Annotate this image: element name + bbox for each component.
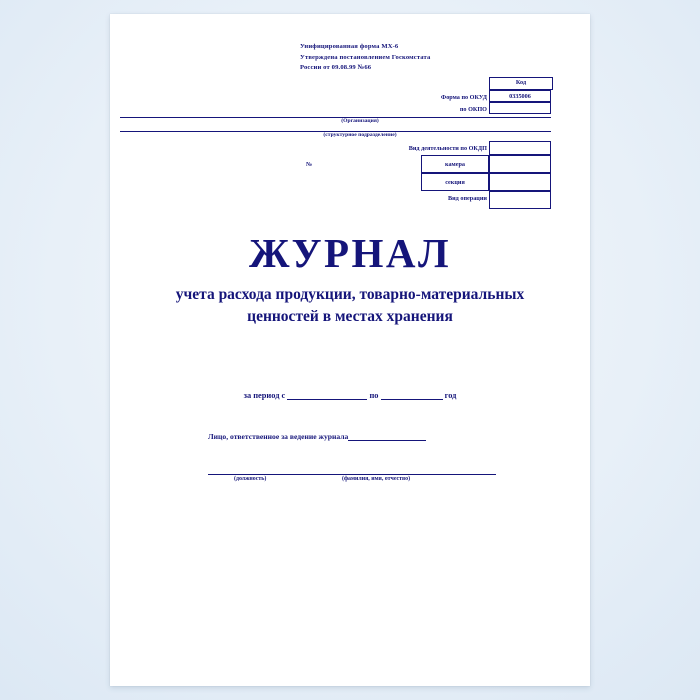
field-camera-value[interactable] — [489, 155, 551, 173]
field-activity-okdp-value[interactable] — [489, 141, 551, 155]
period-prefix-label: за период с — [243, 391, 286, 400]
header-line-1: Унифицированная форма МХ-6 — [300, 43, 399, 50]
responsible-label: Лицо, ответственное за ведение журнала — [208, 432, 349, 441]
period-end-input[interactable] — [381, 391, 443, 400]
organization-caption: (Организация) — [341, 118, 379, 124]
signature-name-caption: (фамилия, имя, отчество) — [342, 476, 411, 482]
code-column-header: Код — [489, 77, 553, 90]
label-section: секция — [421, 173, 489, 191]
signature-position-caption: (должность) — [234, 476, 267, 482]
label-okpo: по ОКПО — [459, 106, 487, 113]
label-number-prefix: № — [306, 161, 313, 168]
page-subtitle: учета расхода продукции, товарно-материальных ценностей в местах хранения — [175, 286, 525, 325]
page-title: ЖУРНАЛ — [249, 230, 451, 276]
period-middle-label: по — [369, 391, 379, 400]
label-camera: камера — [421, 155, 489, 173]
form-mx-6 — [110, 14, 590, 686]
responsible-input[interactable] — [348, 432, 426, 441]
label-activity-okdp: Вид деятельности по ОКДП — [408, 145, 487, 152]
field-operation-type-value[interactable] — [489, 191, 551, 209]
field-okud-value[interactable]: 0335006 — [489, 90, 551, 102]
period-suffix-label: год — [444, 391, 457, 400]
label-operation-type: Вид операции — [447, 195, 487, 202]
field-section-value[interactable] — [489, 173, 551, 191]
header-line-2: Утверждена постановлением Госкомстата — [300, 53, 431, 61]
field-okpo-value[interactable] — [489, 102, 551, 114]
period-start-input[interactable] — [287, 391, 367, 400]
subdivision-caption: (структурное подразделение) — [323, 132, 397, 138]
header-line-3: России от 09.08.99 №66 — [300, 64, 372, 72]
signature-rule[interactable] — [208, 474, 496, 475]
form-header-block — [300, 42, 570, 74]
responsible-line — [208, 432, 426, 441]
label-okud: Форма по ОКУД — [440, 94, 487, 101]
period-line — [110, 391, 590, 400]
document-sheet — [110, 14, 590, 686]
